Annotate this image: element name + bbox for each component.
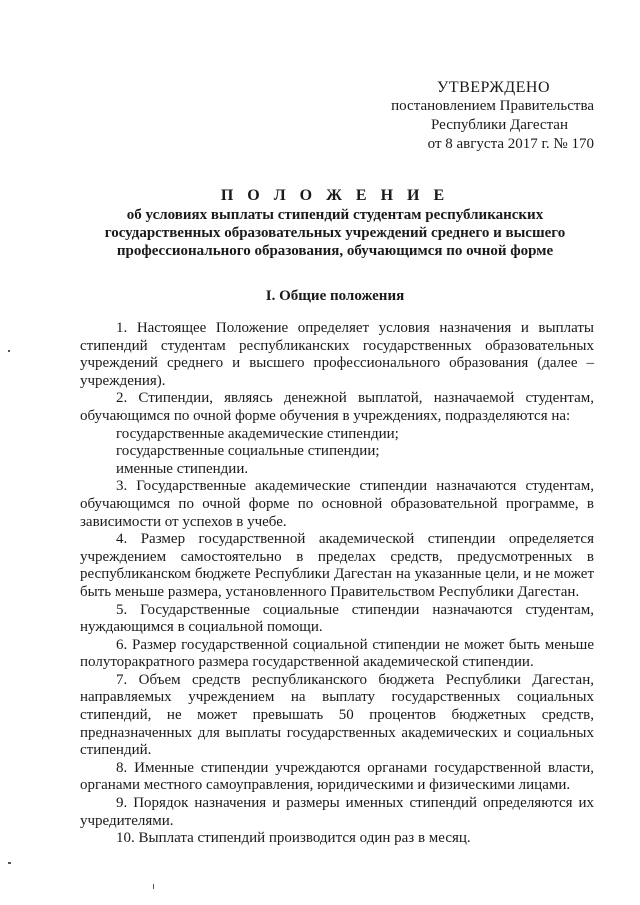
scan-speck [8, 862, 11, 864]
document-title-block [80, 186, 590, 260]
paragraph-1: 1. Настоящее Положение определяет условия назначения и выплаты стипендий студентам республиканских государственных образовательных учреждений среднего и высшего профессионального образования (далее – учреждения). [80, 320, 594, 389]
document-subtitle-line-2: государственных образовательных учреждений среднего и высшего [104, 225, 566, 241]
paragraph-7: 7. Объем средств республиканского бюджета Республики Дагестан, направляемых учреждением на выплату государственных социальных стипендий, не может превышать 50 процентов бюджетных средств, предназначенных для выплаты государственных академических и социальных стипендий. [80, 671, 594, 759]
approval-line-2: Республики Дагестан [431, 117, 568, 133]
approval-title: УТВЕРЖДЕНО [436, 79, 550, 96]
document-title: П О Л О Ж Е Н И Е [220, 187, 450, 204]
approval-line-3: от 8 августа 2017 г. № 170 [427, 136, 594, 152]
paragraph-6: 6. Размер государственной социальной стипендии не может быть меньше полуторакратного размера государственной академической стипендии. [80, 636, 594, 671]
approval-stamp [334, 78, 594, 154]
section-heading: I. Общие положения [265, 288, 405, 304]
paragraph-5: 5. Государственные социальные стипендии назначаются студентам, нуждающимся в социальной помощи. [80, 601, 594, 636]
scan-speck [8, 350, 10, 352]
document-subtitle-line-3: профессионального образования, обучающимся по очной форме [116, 243, 554, 259]
paragraph-3: 3. Государственные академические стипендии назначаются студентам, обучающимся по очной форме по основной образовательной программе, в зависимости от успехов в учебе. [80, 478, 594, 530]
paragraph-10: 10. Выплата стипендий производится один раз в месяц. [116, 830, 471, 847]
list-item-named: именные стипендии. [116, 460, 249, 477]
scan-speck [153, 884, 154, 889]
list-item-academic: государственные академические стипендии; [116, 425, 399, 442]
paragraph-2: 2. Стипендии, являясь денежной выплатой, назначаемой студентам, обучающимся по очной форме обучения в учреждениях, подразделяются на: [80, 390, 594, 424]
approval-line-1: постановлением Правительства [391, 98, 594, 114]
list-item-social: государственные социальные стипендии; [116, 443, 380, 460]
document-subtitle-line-1: об условиях выплаты стипендий студентам республиканских [126, 207, 544, 223]
document-body [80, 320, 594, 848]
paragraph-8: 8. Именные стипендии учреждаются органами государственной власти, органами местного самоуправления, юридическими и физическими лицами. [80, 759, 594, 794]
paragraph-9: 9. Порядок назначения и размеры именных стипендий определяются их учредителями. [80, 795, 594, 829]
paragraph-4: 4. Размер государственной академической стипендии определяется учреждением самостоятельно в пределах средств, предусмотренных в республиканском бюджете Республики Дагестан на указанные цели, и не может быть меньше размера, установленного Правительством Республики Дагестан. [80, 531, 594, 600]
